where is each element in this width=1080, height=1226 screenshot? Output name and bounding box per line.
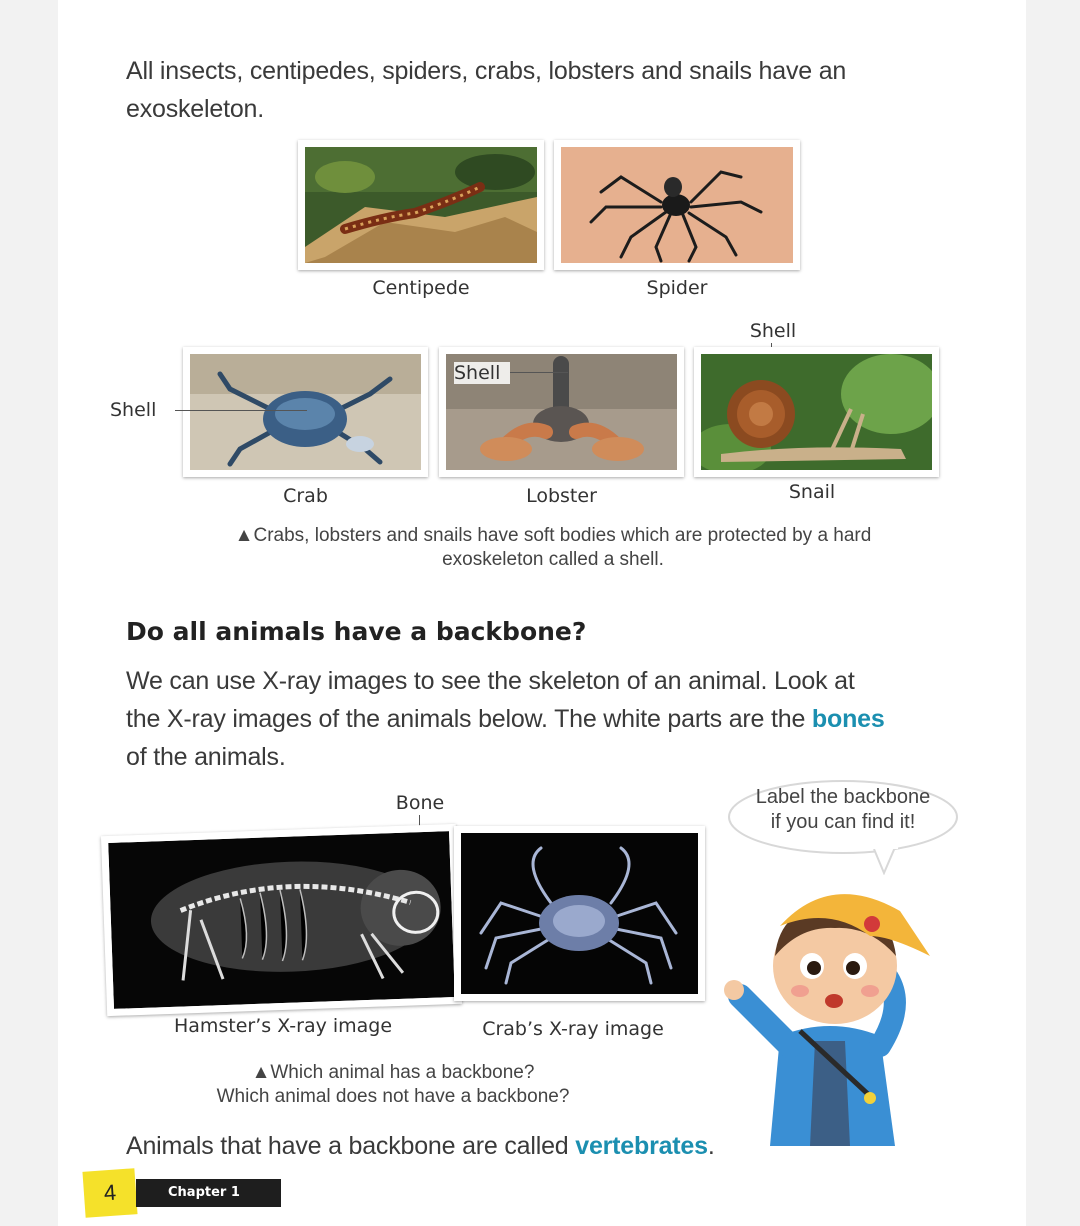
page-number-tab (82, 1168, 137, 1218)
section-line-2: the X-ray images of the animals below. The white parts are the bones (126, 705, 885, 733)
boy-illustration (720, 866, 940, 1156)
crab-shell-label: Shell (110, 399, 157, 421)
bones-keyword: bones (811, 705, 885, 733)
question-note (178, 1061, 608, 1109)
speech-line-2: if you can find it! (770, 811, 916, 833)
snail-photo (694, 347, 939, 477)
spider-photo (554, 140, 800, 270)
chapter-label: Chapter 1 (168, 1185, 240, 1200)
lobster-caption: Lobster (526, 485, 597, 507)
intro-paragraph (126, 52, 966, 128)
section-line-1: We can use X-ray images to see the skeleton of an animal. Look at (126, 667, 855, 695)
snail-caption: Snail (788, 481, 836, 503)
lobster-shell-label: Shell (454, 362, 510, 384)
centipede-caption: Centipede (372, 277, 470, 299)
question-note-line-2: Which animal does not have a backbone? (216, 1086, 570, 1107)
hamster-xray (101, 824, 462, 1016)
crab-caption: Crab (283, 485, 328, 507)
conclusion: Animals that have a backbone are called vertebrates. (126, 1132, 715, 1160)
speech-bubble (724, 775, 962, 875)
page-number: 4 (102, 1179, 117, 1206)
crab-photo (183, 347, 428, 477)
vertebrates-keyword: vertebrates (575, 1132, 708, 1160)
centipede-photo (298, 140, 544, 270)
hamster-xray-caption: Hamster’s X-ray image (173, 1015, 393, 1037)
section-heading: Do all animals have a backbone? (126, 617, 587, 646)
speech-text (724, 785, 962, 835)
crab-shell-leader (175, 410, 307, 411)
crab-xray-caption: Crab’s X-ray image (482, 1018, 664, 1040)
shell-note-line-2: exoskeleton called a shell. (442, 549, 664, 570)
spider-caption: Spider (646, 277, 708, 299)
shell-note-line-1: ▲Crabs, lobsters and snails have soft bodies which are protected by a hard (234, 525, 872, 546)
section-line-3: of the animals. (126, 743, 286, 771)
section-paragraph (126, 662, 986, 776)
boy-character-icon (720, 866, 940, 1156)
question-note-line-1: ▲Which animal has a backbone? (251, 1062, 535, 1083)
speech-line-1: Label the backbone (755, 786, 931, 808)
crab-xray (454, 826, 705, 1001)
intro-line-2: exoskeleton. (126, 95, 264, 123)
bone-label: Bone (395, 792, 445, 814)
textbook-page (58, 0, 1026, 1226)
triangle-icon: ▲ (234, 525, 254, 546)
snail-shell-label: Shell (749, 320, 797, 342)
chapter-bar (136, 1179, 281, 1207)
shell-note (168, 524, 938, 572)
lobster-shell-leader (510, 372, 568, 373)
intro-line-1: All insects, centipedes, spiders, crabs, lobsters and snails have an (126, 57, 847, 85)
triangle-icon: ▲ (251, 1062, 271, 1083)
